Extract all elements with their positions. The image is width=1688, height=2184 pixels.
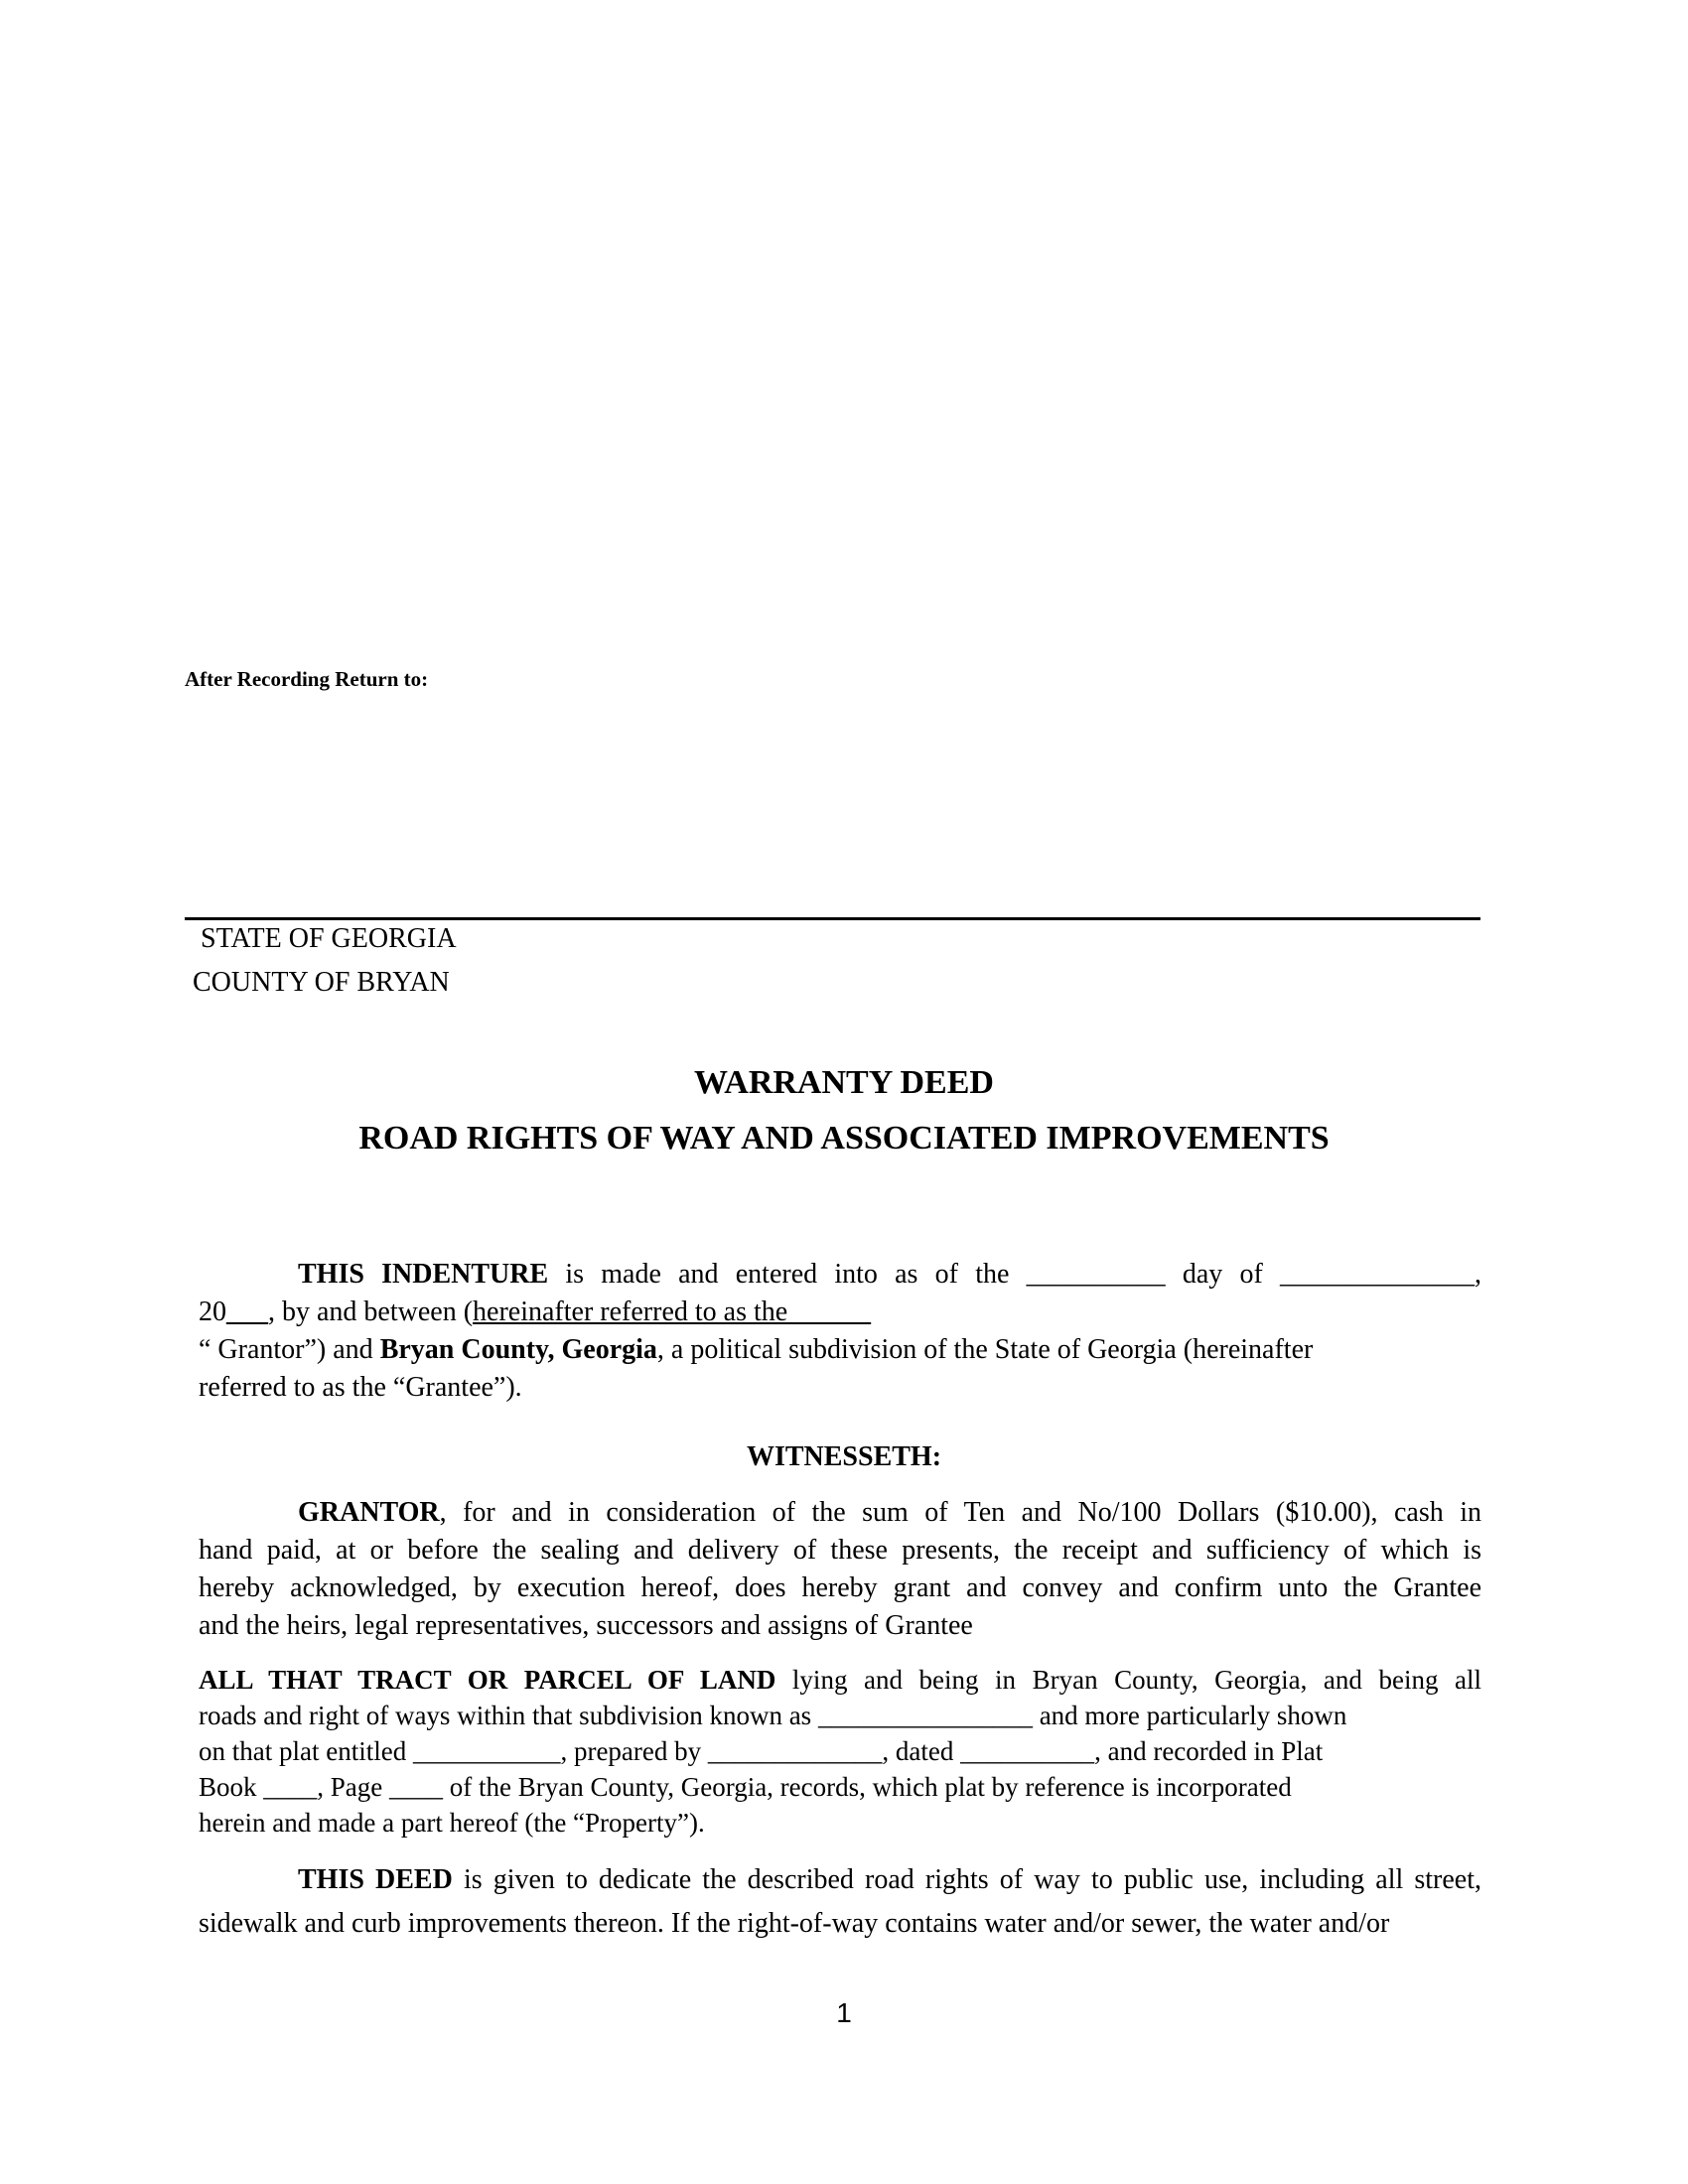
- grantee-name: Bryan County, Georgia: [379, 1334, 657, 1365]
- county-label: COUNTY OF BRYAN: [193, 967, 450, 998]
- indenture-line-1: [298, 1259, 1481, 1291]
- witnesseth-heading: WITNESSETH:: [746, 1441, 942, 1472]
- deed-title: WARRANTY DEED: [694, 1064, 994, 1101]
- tract-line-1: [199, 1665, 1481, 1696]
- tract-line-3: on that plat entitled ___________, prepared by _____________, dated __________, and recorded in Plat: [199, 1736, 1324, 1766]
- tract-lead: ALL THAT TRACT OR PARCEL OF LAND: [199, 1665, 776, 1695]
- deed-line-1-text: is given to dedicate the described road rights of way to public use, including all street,: [452, 1864, 1481, 1895]
- grantor-line-3: hereby acknowledged, by execution hereof, does hereby grant and convey and confirm unto the Grantee: [199, 1572, 1481, 1603]
- return-address-label: After Recording Return to:: [185, 667, 429, 691]
- page-number: 1: [836, 1997, 852, 2028]
- deed-lead: THIS DEED: [298, 1864, 453, 1895]
- grantor-lead: GRANTOR: [298, 1497, 440, 1528]
- grantor-line-1-text: , for and in consideration of the sum of Ten and No/100 Dollars ($10.00), cash in: [439, 1497, 1481, 1528]
- grantor-ref: “ Grantor”) and: [199, 1334, 380, 1365]
- deed-line-2: sidewalk and curb improvements thereon. If the right-of-way contains water and/or sewer, the water and/or: [199, 1908, 1390, 1939]
- grantor-line-4: and the heirs, legal representatives, successors and assigns of Grantee: [199, 1610, 973, 1641]
- deed-subtitle: ROAD RIGHTS OF WAY AND ASSOCIATED IMPROVEMENTS: [358, 1120, 1330, 1157]
- indenture-line-3: [199, 1334, 1313, 1366]
- indenture-line-2: [199, 1297, 871, 1328]
- header-divider: [185, 917, 1480, 920]
- tract-line-2: roads and right of ways within that subdivision known as ________________ and more particularly shown: [199, 1701, 1347, 1730]
- year-blank: ___: [226, 1297, 268, 1327]
- grantee-description: , a political subdivision of the State of Georgia (hereinafter: [656, 1334, 1314, 1365]
- grantor-line-1: [298, 1497, 1481, 1529]
- indenture-line-4: referred to as the “Grantee”).: [199, 1372, 522, 1403]
- indenture-lead: THIS INDENTURE: [298, 1259, 549, 1290]
- by-and-between: , by and between (: [268, 1297, 474, 1327]
- grantor-name-field: hereinafter referred to as the: [473, 1297, 872, 1327]
- deed-line-1: [298, 1864, 1481, 1896]
- tract-line-4: Book ____, Page ____ of the Bryan County, Georgia, records, which plat by reference is incorporated: [199, 1772, 1292, 1802]
- grantor-line-2: hand paid, at or before the sealing and delivery of these presents, the receipt and sufficiency of which is: [199, 1535, 1481, 1566]
- indenture-line-1-text: is made and entered into as of the __________ day of ______________,: [548, 1259, 1482, 1290]
- year-prefix: 20: [199, 1297, 226, 1327]
- state-label: STATE OF GEORGIA: [201, 923, 457, 954]
- tract-line-1-text: lying and being in Bryan County, Georgia, and being all: [775, 1665, 1481, 1695]
- tract-line-5: herein and made a part hereof (the “Property”).: [199, 1808, 705, 1838]
